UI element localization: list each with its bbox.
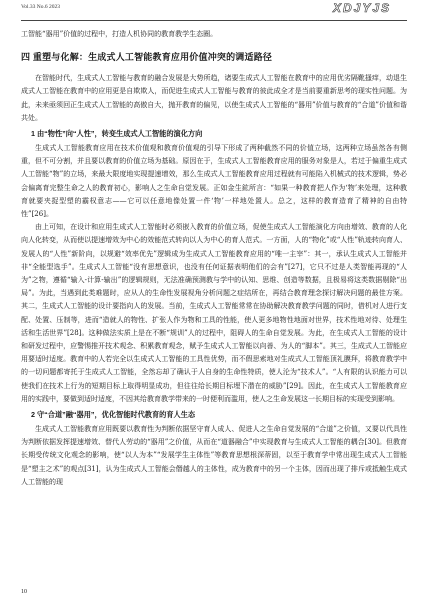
subsection-heading: 2 守“合道”融“器用”，优化智能时代教育的育人生态 — [31, 410, 196, 420]
page-header — [0, 0, 427, 22]
subsection-heading: 1 由“物性”向“人性”，转变生成式人工智能的演化方向 — [31, 129, 203, 139]
journal-logo: XDJYJS — [332, 1, 391, 15]
journal-volume — [21, 4, 60, 11]
paragraph: 由上可知，在设计和应用生成式人工智能时必须嵌入教育的价值立场，促使生成式人工智能演化方向由增效、教育的人化向人化转变，从而使以提速增效为中心的效能范式转向以人为中心的育人范式。一方面，人的“物化”或“人性”轨迹转向育人、发展人的“人性”新阶向，以规避“效率优先”逻辑成为生成式人工智能教育应用的“唯一主宰”：其一，承认生成式人工智能并非“全能型选手”。生成式人工智能“没有思想意识，也没有任何证据表明他们的会有”[27]，它只不过是人类智能再现的“人为”之物，遵循“输入-计算-输出”的逻辑规则，无法准确预测教与学中的认知、思维、创造等数据，且极易将这类数据剔除“出局”。为此，当遇到此类难题时，应从人的生命性发展视角分析问题之症结所在，再结合教育理念探讨解决问题的最佳方案。其二，生成式人工智能的设计要指向人的发展。当前，生成式人工智能常常在协助解决教育教学问题的同时，借机对人进行支配、处置、压制等，进而“造就人的物性、扩张人作为物和工具的性能，使人更多地物性地面对世界，技术性地对待、处理生活和生活世界”[28]。这种做法实质上是在不断“规训”人的过程中，阻碍人的生命自觉发展。为此，在生成式人工智能的设计和研发过程中，应警惕推开技术观念、积累教育观念，赋予生成式人工智能以向善、为人的“脚本”。其三，生成式人工智能应用要适时适度。教育中的人若完全以生成式人工智能的工具性优势，而不假思索地对生成式人工智能顶礼膜拜，将教育教学中的一切问题都寄托于生成式人工智能，全然忘却了确认于人自身的生命性特质，使人沦为“技术人”。“人有限的认识能力可以使我们在技术上行为的短期目标上取得明显成功，但往往给长期目标埋下潜在的威胁”[29]。因此，在生成式人工智能教育应用的实践中，要做到适时适度，不因其给教育教学带来的一时便利而滥用，使人之生命发展这一长期目标的实现受到影响。 — [21, 223, 407, 403]
paragraph: 生成式人工智能教育应用既要以教育性为判断依据坚守育人成人、促进人之生命自觉发展的“合道”之价值，又要以代具性为判断依据发挥提速增效、替代人劳动的“器用”之价值，从而在“道器融合”中实现教育与生成式人工智能的耦合[30]。但教育长期受传统文化观念的影响，使“以人为本”“发展学生主体性”等教育思想根深蒂固，以至于教育学中常出现生成式人工智能是“塑主之术”的观点[31]，认为生成式人工智能会僭越人的主体性，成为教育中的另一个主体，因而出现了排斥或抵触生成式人工智能的现 — [21, 425, 407, 486]
volume-line: Vol.33 No.6 2023 — [21, 4, 61, 10]
paragraph: 生成式人工智能教育应用在技术价值观和教育价值观的引导下形成了两种截然不同的价值立场，这两种立场虽然各有侧重，但不可分割，并且要以教育的价值立场为基础。原因在于，生成式人工智能教育应用的服务对象是人，若过于偏重生成式人工智能“物”的立场，来最大限度地实现提速增效，那么生成式人工智能教育应用过程就有可能陷入机械式的技术逻辑，势必会偏离育完整生命之人的教育初心，影响人之生命自觉发展。正如金生鈜所言：“如果一种教育把人作为‘物’来处理，这种教育就要夹捉型塑的霸权意志——它可以任意地像处置一件‘物’一样地处置人。总之，这样的教育造育了精神的自由特性”[26]。 — [21, 144, 407, 219]
paragraph-intro: 工智能“器用”价值的过程中，打造人机协同的教育教学生态圈。 — [21, 30, 218, 38]
article-body — [21, 28, 407, 489]
section-heading: 四 重塑与化解：生成式人工智能教育应用价值冲突的调适路径 — [21, 52, 273, 63]
paragraph: 在智能时代，生成式人工智能与教育的融合发展是大势所趋，诸要生成式人工智能在教育中的应用优劣隔靴搔痒，动退生成式人工智能在教育中的应用更是自欺欺人，而促进生成式人工智能与教育的彼此成全才是当前要重新思考的现实性问题。为此，未来亟须回正生成式人工智能的高傲自大，抛开教育的偏见，以使生成式人工智能的“器用”价值与教育的“合道”价值和谐共处。 — [21, 74, 407, 122]
header-rule — [21, 20, 407, 21]
page-number: 10 — [21, 589, 27, 595]
